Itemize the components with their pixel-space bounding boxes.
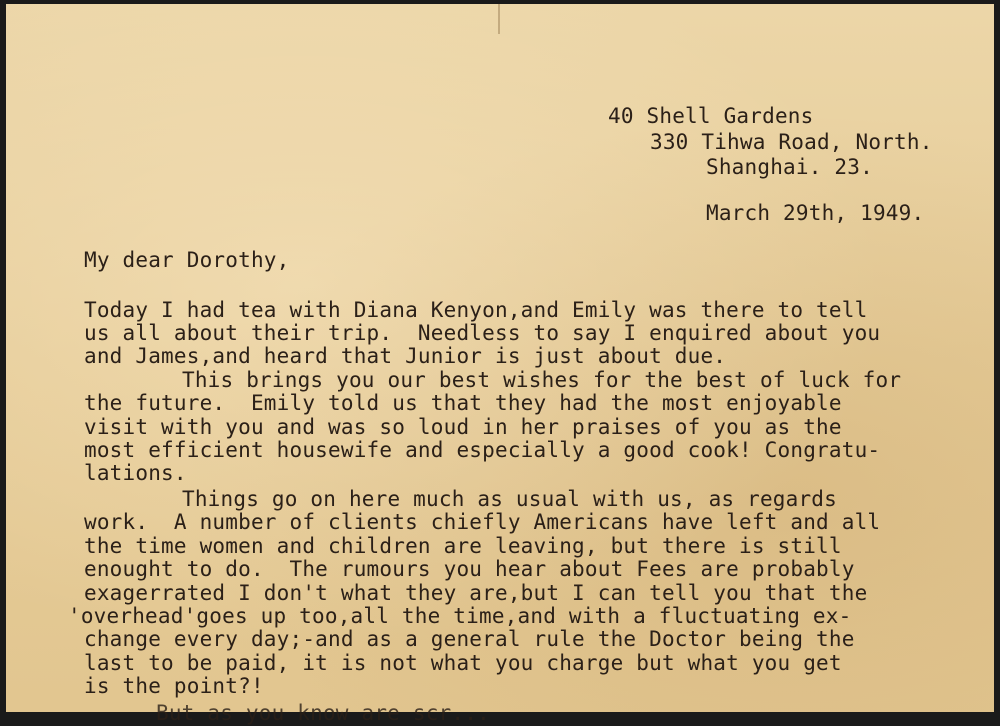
body-line: Things go on here much as usual with us, as regards — [182, 487, 837, 511]
body-line: the time women and children are leaving, but there is still — [84, 534, 842, 558]
cut-off-line: But as you know are scr... — [156, 701, 490, 725]
address-line-2: 330 Tihwa Road, North. — [650, 130, 933, 154]
body-line: us all about their trip. Needless to say I enquired about you — [84, 321, 881, 345]
body-line: enought to do. The rumours you hear about Fees are probably — [84, 557, 855, 581]
letter-date: March 29th, 1949. — [706, 201, 925, 225]
body-line: is the point?! — [84, 674, 264, 698]
body-line: the future. Emily told us that they had the most enjoyable — [84, 391, 842, 415]
salutation: My dear Dorothy, — [84, 248, 290, 272]
body-line: lations. — [84, 461, 187, 485]
letter-page — [6, 4, 994, 725]
address-line-1: 40 Shell Gardens — [608, 104, 814, 128]
typed-letter — [6, 4, 994, 725]
body-line: exagerrated I don't what they are,but I can tell you that the — [84, 581, 868, 605]
body-line: This brings you our best wishes for the best of luck for — [182, 368, 902, 392]
body-line: 'overhead'goes up too,all the time,and with a fluctuating ex- — [68, 604, 852, 628]
body-line: visit with you and was so loud in her praises of you as the — [84, 415, 842, 439]
address-line-3: Shanghai. 23. — [706, 155, 873, 179]
body-line: and James,and heard that Junior is just about due. — [84, 344, 727, 368]
body-line: most efficient housewife and especially a good cook! Congratu- — [84, 438, 881, 462]
body-line: work. A number of clients chiefly Americans have left and all — [84, 510, 881, 534]
body-line: last to be paid, it is not what you charge but what you get — [84, 651, 842, 675]
body-line: Today I had tea with Diana Kenyon,and Emily was there to tell — [84, 298, 868, 322]
body-line: change every day;-and as a general rule the Doctor being the — [84, 627, 855, 651]
